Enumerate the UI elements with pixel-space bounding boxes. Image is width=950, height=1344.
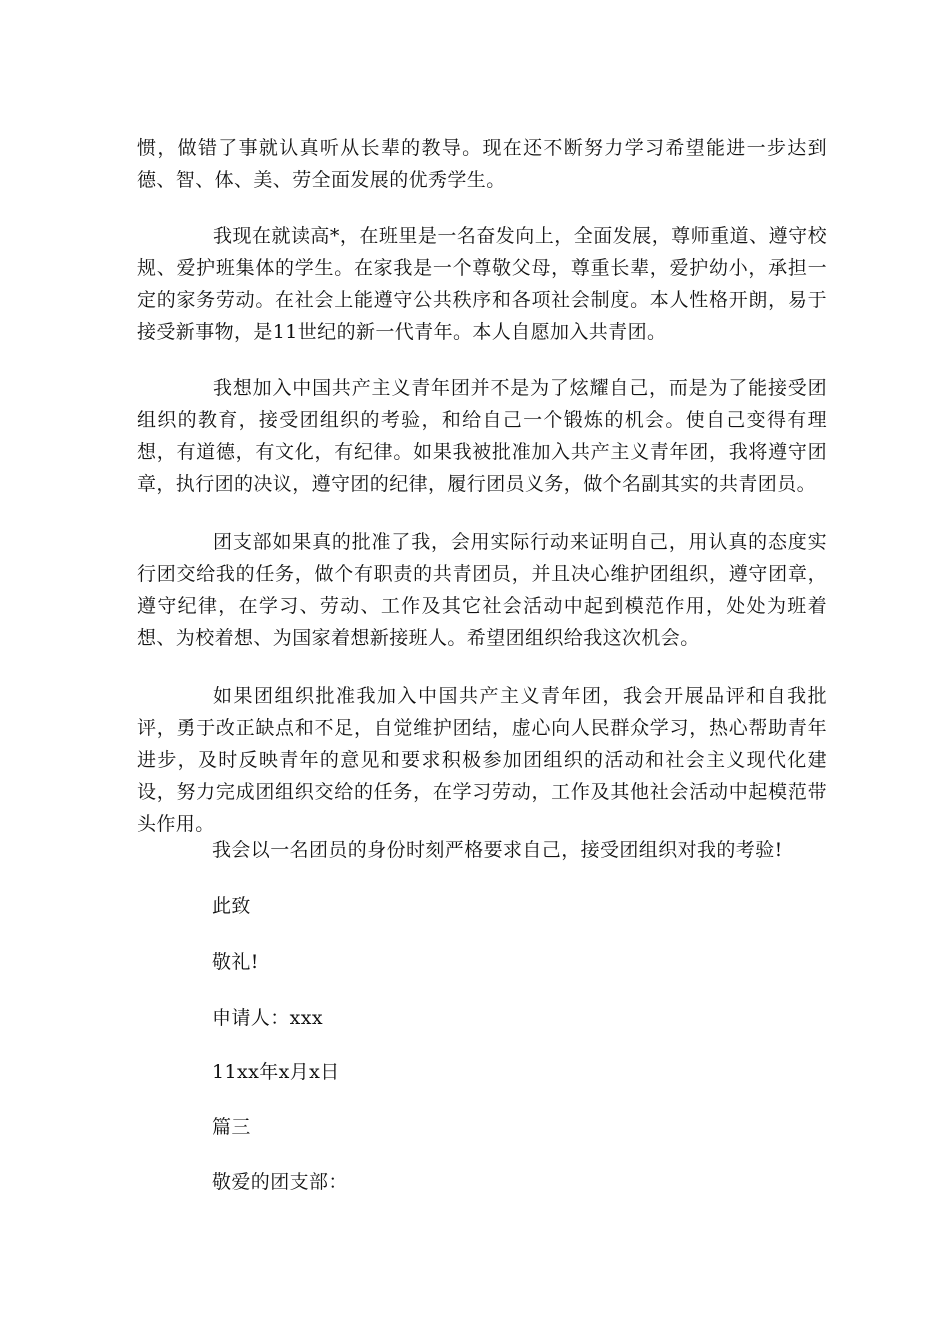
salutation-cizhi: 此致: [212, 895, 251, 917]
applicant-line: 申请人：xxx: [212, 1007, 323, 1029]
paragraph-self-introduction: 我现在就读高*，在班里是一名奋发向上，全面发展，尊师重道、遵守校规、爱护班集体的学生。在家我是一个尊敬父母，尊重长辈，爱护幼小，承担一定的家务劳动。在社会上能遵守公共秩序和各项社会制度。本人性格开朗，易于接受新事物，是11世纪的新一代青年。本人自愿加入共青团。: [137, 225, 827, 343]
closing-statement: 我会以一名团员的身份时刻严格要求自己，接受团组织对我的考验!: [212, 839, 783, 861]
paragraph-commitment: 团支部如果真的批准了我，会用实际行动来证明自己，用认真的态度实行团交给我的任务，做个有职责的共青团员，并且决心维护团组织，遵守团章，遵守纪律，在学习、劳动、工作及其它社会活动中起到模范作用，处处为班着想、为校着想、为国家着想新接班人。希望团组织给我这次机会。: [137, 531, 827, 649]
paragraph-pledge: 如果团组织批准我加入中国共产主义青年团，我会开展品评和自我批评，勇于改正缺点和不足，自觉维护团结，虚心向人民群众学习，热心帮助青年进步，及时反映青年的意见和要求积极参加团组织的活动和社会主义现代化建设，努力完成团组织交给的任务，在学习劳动，工作及其他社会活动中起模范带头作用。: [137, 685, 827, 835]
paragraph-continuation: 惯，做错了事就认真听从长辈的教导。现在还不断努力学习希望能进一步达到德、智、体、美、劳全面发展的优秀学生。: [137, 137, 827, 191]
date-line: 11xx年x月x日: [212, 1061, 340, 1083]
paragraph-motivation: 我想加入中国共产主义青年团并不是为了炫耀自己，而是为了能接受团组织的教育，接受团组织的考验，和给自己一个锻炼的机会。使自己变得有理想，有道德，有文化，有纪律。如果我被批准加入共产主义青年团，我将遵守团章，执行团的决议，遵守团的纪律，履行团员义务，做个名副其实的共青团员。: [137, 377, 827, 495]
salutation-jingli: 敬礼!: [212, 951, 259, 973]
section-heading: 篇三: [212, 1116, 251, 1138]
greeting-line: 敬爱的团支部：: [212, 1171, 348, 1193]
